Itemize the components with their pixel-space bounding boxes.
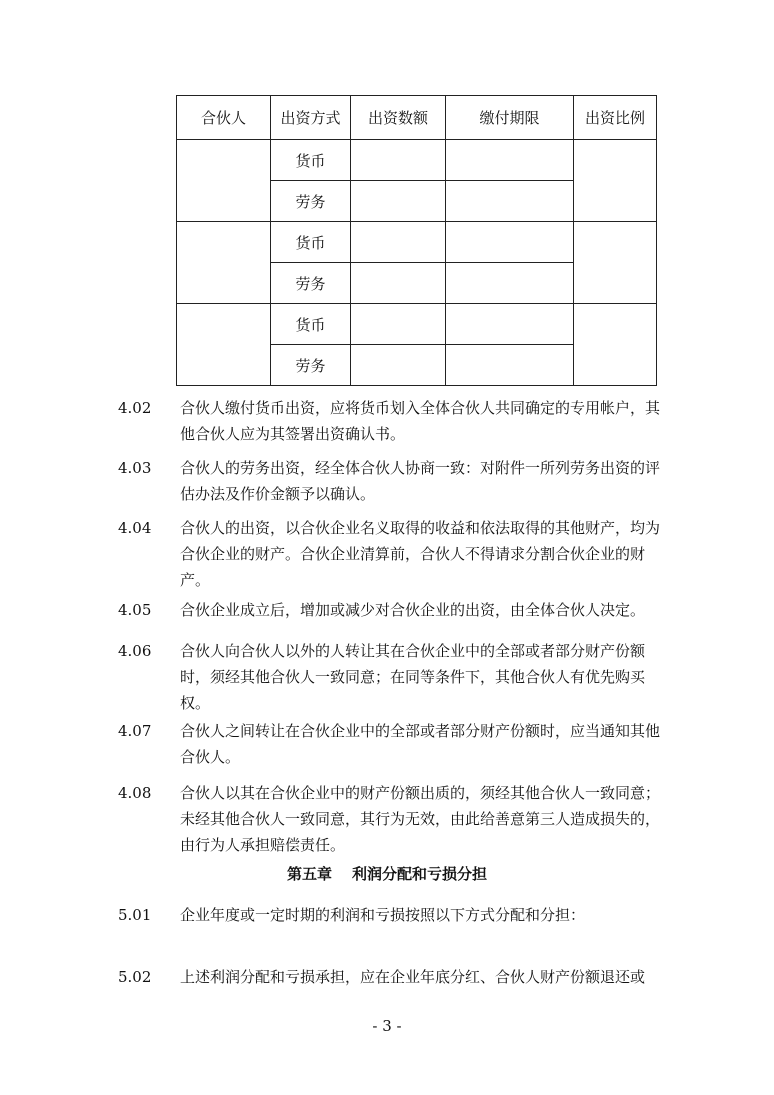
chapter-number: 第五章 — [286, 865, 332, 883]
chapter-title: 利润分配和亏损分担 — [352, 865, 488, 883]
partner-cell — [177, 140, 271, 222]
amount-cell — [351, 345, 446, 386]
method-cell: 劳务 — [271, 181, 351, 222]
amount-cell — [351, 181, 446, 222]
amount-cell — [351, 304, 446, 345]
clause-text: 合伙人以其在合伙企业中的财产份额出质的，须经其他合伙人一致同意；未经其他合伙人一致同意，其行为无效，由此给善意第三人造成损失的，由行为人承担赔偿责任。 — [180, 784, 661, 854]
method-cell: 货币 — [271, 140, 351, 181]
deadline-cell — [446, 181, 574, 222]
header-partner: 合伙人 — [177, 96, 271, 140]
clause-number: 4.08 — [118, 784, 152, 802]
clause-text: 合伙人之间转让在合伙企业中的全部或者部分财产份额时，应当通知其他合伙人。 — [180, 722, 661, 766]
ratio-cell — [574, 222, 657, 304]
clause-text: 合伙人的出资，以合伙企业名义取得的收益和依法取得的其他财产，均为合伙企业的财产。合伙企业清算前，合伙人不得请求分割合伙企业的财产。 — [180, 519, 661, 589]
clause-text: 企业年度或一定时期的利润和亏损按照以下方式分配和分担： — [180, 906, 586, 924]
table-row — [177, 304, 657, 345]
amount-cell — [351, 263, 446, 304]
method-cell: 货币 — [271, 222, 351, 263]
contribution-table — [176, 95, 657, 386]
deadline-cell — [446, 140, 574, 181]
deadline-cell — [446, 222, 574, 263]
clause-text: 合伙人缴付货币出资，应将货币划入全体合伙人共同确定的专用帐户，其他合伙人应为其签署出资确认书。 — [180, 399, 661, 443]
header-deadline: 缴付期限 — [446, 96, 574, 140]
header-ratio: 出资比例 — [574, 96, 657, 140]
header-method: 出资方式 — [271, 96, 351, 140]
partner-cell — [177, 304, 271, 386]
header-amount: 出资数额 — [351, 96, 446, 140]
amount-cell — [351, 140, 446, 181]
chapter-heading — [0, 861, 774, 887]
clause-text: 上述利润分配和亏损承担，应在企业年底分红、合伙人财产份额退还或 — [180, 968, 646, 986]
clause-number: 4.06 — [118, 642, 152, 660]
clause-number: 4.07 — [118, 722, 152, 740]
method-cell: 劳务 — [271, 345, 351, 386]
clause-text: 合伙人向合伙人以外的人转让其在合伙企业中的全部或者部分财产份额时，须经其他合伙人一致同意；在同等条件下，其他合伙人有优先购买权。 — [180, 642, 646, 712]
page-number: - 3 - — [372, 1017, 402, 1035]
deadline-cell — [446, 263, 574, 304]
ratio-cell — [574, 140, 657, 222]
clause-number: 4.02 — [118, 399, 152, 417]
clause-number: 5.01 — [118, 906, 152, 924]
clause-text: 合伙企业成立后，增加或减少对合伙企业的出资，由全体合伙人决定。 — [180, 601, 646, 619]
clause-number: 4.04 — [118, 519, 152, 537]
clause-number: 5.02 — [118, 968, 152, 986]
ratio-cell — [574, 304, 657, 386]
method-cell: 劳务 — [271, 263, 351, 304]
deadline-cell — [446, 345, 574, 386]
amount-cell — [351, 222, 446, 263]
clause-number: 4.03 — [118, 459, 152, 477]
partner-cell — [177, 222, 271, 304]
table-row — [177, 140, 657, 181]
deadline-cell — [446, 304, 574, 345]
clause-text: 合伙人的劳务出资，经全体合伙人协商一致：对附件一所列劳务出资的评估办法及作价金额予以确认。 — [180, 459, 661, 503]
clause-number: 4.05 — [118, 601, 152, 619]
table-row — [177, 222, 657, 263]
table-header-row — [177, 96, 657, 140]
method-cell: 货币 — [271, 304, 351, 345]
